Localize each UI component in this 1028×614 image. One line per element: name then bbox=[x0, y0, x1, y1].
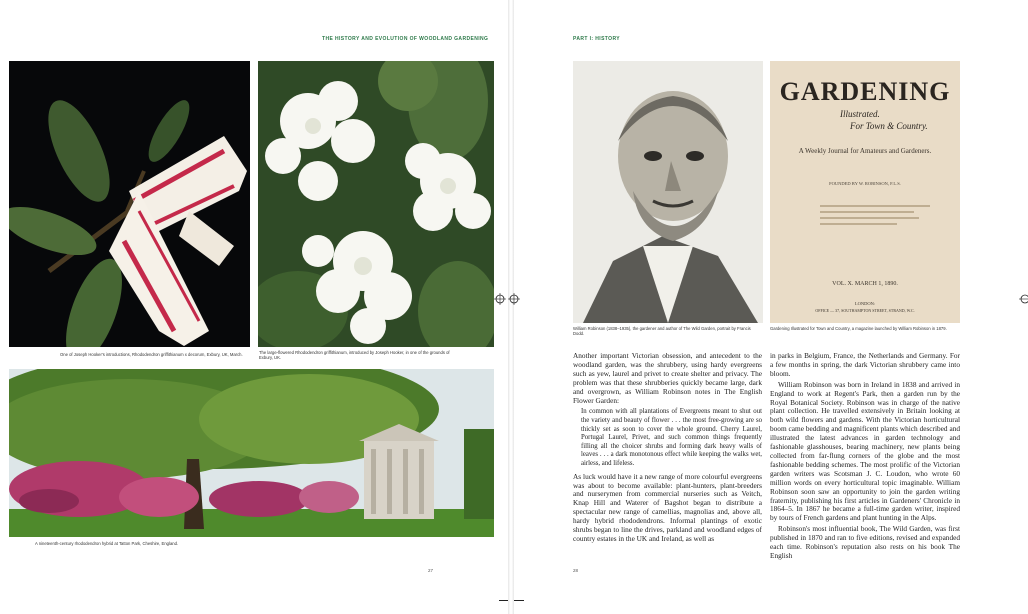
magazine-subtitle-1: Illustrated. bbox=[840, 109, 880, 119]
right-page bbox=[514, 0, 1028, 614]
left-running-head: THE HISTORY AND EVOLUTION OF WOODLAND GARDENING bbox=[322, 36, 489, 42]
magazine-verse-block bbox=[820, 201, 930, 251]
magazine-subtitle-2: For Town & Country. bbox=[850, 121, 928, 131]
park-caption: A nineteenth-century rhododendron hybrid at Tatton Park, Cheshire, England. bbox=[35, 541, 179, 546]
magazine-imprint-address: OFFICE — 37, SOUTHAMPTON STREET, STRAND, W.C. bbox=[815, 308, 915, 313]
registration-mark-icon bbox=[1019, 293, 1028, 305]
rhododendron-red-photo bbox=[9, 61, 250, 347]
left-page bbox=[0, 0, 508, 614]
trim-mark bbox=[514, 600, 524, 601]
left-folio: 27 bbox=[428, 568, 434, 573]
rhododendron-white-caption: The large-flowered Rhododendron griffithianum, introduced by Joseph Hooker, in one of the grounds of Exbury, UK. bbox=[259, 350, 450, 361]
magazine-cover-photo bbox=[770, 61, 960, 323]
park-photo bbox=[9, 369, 494, 537]
magazine-imprint-city: LONDON: bbox=[854, 301, 876, 306]
body-paragraph: in parks in Belgium, France, the Netherlands and Germany. For a few months in spring, the dark Victorian shrubbery came into bloom. bbox=[770, 351, 960, 378]
rhododendron-red-caption: One of Joseph Hooker's introductions, Rhododendron griffithianum x decorum, Exbury, UK, March. bbox=[60, 352, 243, 357]
body-paragraph: Another important Victorian obsession, and antecedent to the woodland garden, was the shrubbery, using hardy evergreens such as yew, laurel and privet to create shelter and privacy. The problem was that these shrubberies quickly became large, dark and overgrown, as William Robinson notes in The English Flower Garden: bbox=[573, 351, 762, 405]
magazine-volume: VOL. X. MARCH 1, 1890. bbox=[832, 281, 898, 287]
portrait-caption: William Robinson (1838–1935), the gardener and author of The Wild Garden, portrait by Francis Dodd. bbox=[573, 326, 751, 337]
body-paragraph: As luck would have it a new range of more colourful evergreens was about to become available: plant-hunters, plant-breeders and nurserymen from commercial nurseries such as Veitch, Knap Hill and Waterer of Bagshot began to distribute a spectacular new range of camellias, magnolias and, above all, hardy hybrid rhododendrons. Informal plantings of exotic shrubs began to line the drives, parkland and woodland edges of country estates in the UK and Ireland, as well as bbox=[573, 471, 762, 543]
magazine-caption: Gardening Illustrated for Town and Country, a magazine launched by William Robinson in 1879. bbox=[770, 326, 947, 331]
body-column-right bbox=[770, 352, 960, 563]
magazine-tagline: A Weekly Journal for Amateurs and Gardeners. bbox=[798, 147, 932, 155]
registration-mark-icon bbox=[508, 293, 520, 305]
body-quote: In common with all plantations of Evergreens meant to shut out the variety and beauty of flower . . . the most free-growing are so thickly set as soon to cover the whole ground. Cherry Laurel, Portugal Laurel, Privet, and such common things frequently filling all the choicer shrubs and forming dark heavy walls of leaves . . . a dark monotonous effect while keeping the walks wet, airless, and lifeless. bbox=[581, 408, 762, 467]
registration-mark-icon bbox=[494, 293, 506, 305]
right-folio: 28 bbox=[573, 568, 579, 573]
magazine-title: GARDENING bbox=[779, 77, 951, 106]
body-paragraph: William Robinson was born in Ireland in 1838 and arrived in England to work at Regent's Park, then a garden run by the Royal Botanical Society. Robinson was in charge of the native plant collection. He travelled extensively in Britain looking at both wild flowers and gardens. With the Victorian horticultural boom came bedding and magnificent plants which described and illustrated the latest advances in garden technology and fashionable glasshouses, bearing machinery, new plants being collected from far-flung corners of the globe and the most fashionable bedding schemes. The most prolific of the Victorian garden writers was Scotsman J. C. Loudon, who wrote 60 million words on every horticultural topic imaginable. William Robinson soon saw an opportunity to join the garden writing fraternity, publishing his first articles in Gardeners' Chronicle in 1864–5. In 1867 he became a full-time garden writer, inspired by tours of French gardens and plant hunting in the Alps. bbox=[770, 379, 960, 523]
rhododendron-white-photo bbox=[258, 61, 494, 347]
right-running-head: PART I: HISTORY bbox=[573, 36, 621, 42]
body-column-left bbox=[573, 352, 762, 546]
body-paragraph: Robinson's most influential book, The Wild Garden, was first published in 1870 and ran to five editions, revised and expanded each time. Robinson's reputation also rests on his book The English bbox=[770, 524, 960, 560]
robinson-portrait-photo bbox=[573, 61, 763, 323]
magazine-founder: FOUNDED BY W. ROBINSON, F.L.S. bbox=[829, 181, 901, 186]
